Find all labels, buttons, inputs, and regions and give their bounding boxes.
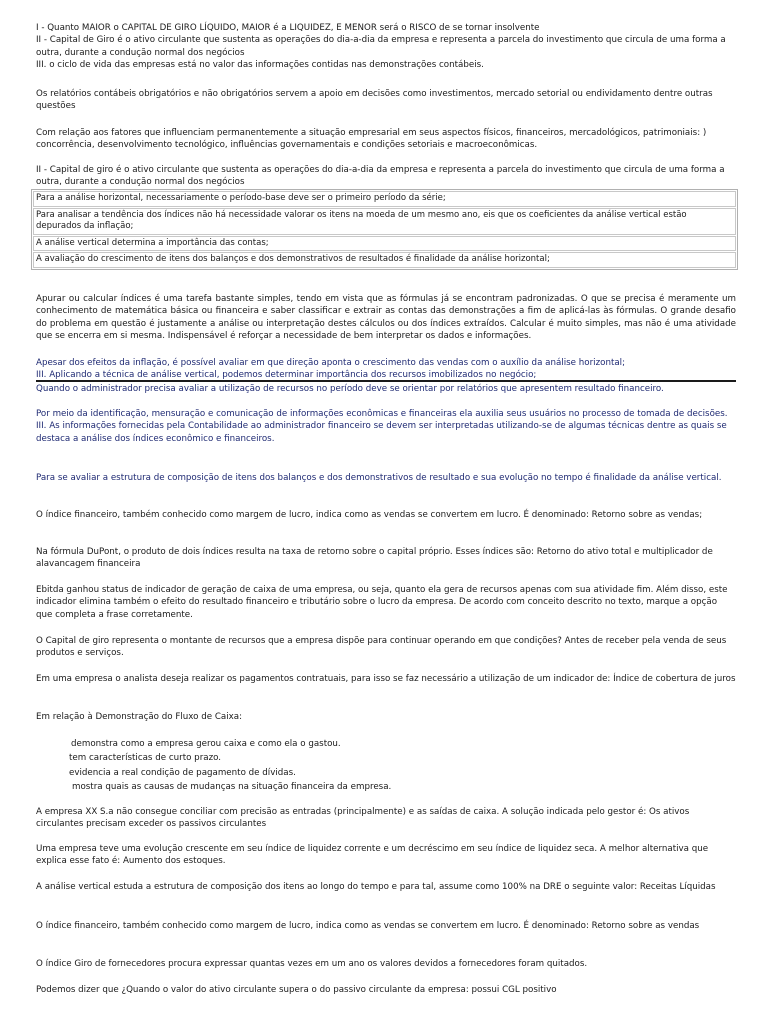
table-row: A análise vertical determina a importância das contas;: [33, 236, 736, 252]
table-row: Para analisar a tendência dos índices não há necessidade valorar os itens na moeda de um mesmo ano, eis que os coeficientes da análise vertical estão depurados da inflação;: [33, 208, 736, 235]
question-10: O índice financeiro, também conhecido como margem de lucro, indica como as vendas se convertem em lucro. É denominado: Retorno sobre as vendas: [36, 921, 700, 931]
table-row: Para a análise horizontal, necessariamente o período-base deve ser o primeiro período da série;: [33, 191, 736, 207]
intro-block: [36, 22, 736, 72]
table-row: A avaliação do crescimento de itens dos balanços e dos demonstrativos de resultados é finalidade da análise horizontal;: [33, 252, 736, 268]
question-2: Na fórmula DuPont, o produto de dois índices resulta na taxa de retorno sobre o capital próprio. Esses índices são: Retorno do ativo total e multiplicador de alavancagem financeira: [36, 547, 713, 570]
paragraph-indices: Apurar ou calcular índices é uma tarefa bastante simples, tendo em vista que as fórmulas já se encontram padronizadas. O que se precisa é meramente um conhecimento de matemática básica ou financeira e saber classificar e extrair as contas das demonstrações a fim de aplicá-las às fórmulas. O grande desafio do problema em questão é justamente a análise ou interpretação destes cálculos ou dos índices extraídos. Calcular é muito simples, mas não é uma atividade que se encerra em si mesma. Indispensável é reforçar a necessidade de bem interpretar os dados e informações.: [36, 294, 736, 342]
question-9: A análise vertical estuda a estrutura de composição dos itens ao longo do tempo e para tal, assume como 100% na DRE o seguinte valor: Receitas Líquidas: [36, 882, 716, 892]
blue-block-2: [36, 408, 736, 445]
list-item: demonstra como a empresa gerou caixa e como ela o gastou.: [71, 739, 341, 749]
question-3: Ebitda ganhou status de indicador de geração de caixa de uma empresa, ou seja, quanto ela gera de recursos apenas com sua atividade fim. Além disso, este indicador elimina também o efeito do resultado financeiro e tributário sobre o lucro da empresa. De acordo com conceito descrito no texto, marque a opção que completa a frase corretamente.: [36, 585, 728, 620]
question-4: O Capital de giro representa o montante de recursos que a empresa dispõe para continuar operando em que condições? Antes de receber pela venda de seus produtos e serviços.: [36, 636, 727, 659]
paragraph-fatores: Com relação aos fatores que influenciam permanentemente a situação empresarial em seus aspectos físicos, financeiros, mercadológicos, patrimoniais: ) concorrência, desenvolvimento tecnológico, influências governamentais e condições setoriais e macroeconômicas.: [36, 128, 707, 151]
question-5: Em uma empresa o analista deseja realizar os pagamentos contratuais, para isso se faz necessário a utilização de um indicador de: Índice de cobertura de juros: [36, 674, 736, 684]
question-1: O índice financeiro, também conhecido como margem de lucro, indica como as vendas se convertem em lucro. É denominado: Retorno sobre as vendas;: [36, 510, 703, 520]
question-6: Em relação à Demonstração do Fluxo de Caixa:: [36, 712, 243, 722]
intro-line-2: II - Capital de Giro é o ativo circulante que sustenta as operações do dia-a-dia da empresa e representa a parcela do investimento que circula de uma forma a outra, durante a condução normal dos negócios: [36, 35, 726, 58]
question-7: A empresa XX S.a não consegue conciliar com precisão as entradas (principalmente) e as saídas de caixa. A solução indicada pelo gestor é: Os ativos circulantes precisam exceder os passivos circulantes: [36, 807, 690, 830]
blue-line-5: III. As informações fornecidas pela Contabilidade ao administrador financeiro se devem ser interpretadas utilizando-se de algumas técnicas dentre as quais se destaca a análise dos índices econômico e financeiros.: [36, 421, 727, 444]
blue-block-1: [36, 357, 736, 382]
list-item: mostra quais as causas de mudanças na situação financeira da empresa.: [72, 782, 392, 792]
blue-line-4: Por meio da identificação, mensuração e comunicação de informações econômicas e financeiras ela auxilia seus usuários no processo de tomada de decisões.: [36, 409, 728, 419]
divider: [36, 380, 736, 382]
paragraph-capital-giro: II - Capital de giro é o ativo circulante que sustenta as operações do dia-a-dia da empresa e representa a parcela do investimento que circula de uma forma a outra, durante a condução normal dos negócios: [36, 165, 725, 188]
list-item: tem características de curto prazo.: [69, 753, 222, 763]
blue-line-2: III. Aplicando a técnica de análise vertical, podemos determinar importância dos recursos imobilizados no negócio;: [36, 370, 537, 381]
question-8: Uma empresa teve uma evolução crescente em seu índice de liquidez corrente e um decréscimo em seu índice de liquidez seca. A melhor alternativa que explica esse fato é: Aumento dos estoques.: [36, 844, 709, 867]
question-12: Podemos dizer que ¿Quando o valor do ativo circulante supera o do passivo circulante da empresa: possui CGL positivo: [36, 985, 557, 995]
answers-table: [31, 189, 738, 270]
list-item: evidencia a real condição de pagamento de dívidas.: [69, 768, 296, 778]
blue-line-6: Para se avaliar a estrutura de composição de itens dos balanços e dos demonstrativos de resultado e sua evolução no tempo é finalidade da análise vertical.: [36, 473, 722, 483]
question-11: O índice Giro de fornecedores procura expressar quantas vezes em um ano os valores devidos a fornecedores foram quitados.: [36, 959, 588, 969]
paragraph-relatorios: Os relatórios contábeis obrigatórios e não obrigatórios servem a apoio em decisões como investimentos, mercado setorial ou endividamento dentre outras questões: [36, 89, 713, 112]
intro-line-1: I - Quanto MAIOR o CAPITAL DE GIRO LÍQUIDO, MAIOR é a LIQUIDEZ, E MENOR será o RISCO de se tornar insolvente: [36, 23, 540, 33]
blue-line-3: Quando o administrador precisa avaliar a utilização de recursos no período deve se orientar por relatórios que apresentem resultado financeiro.: [36, 384, 664, 394]
blue-line-1: Apesar dos efeitos da inflação, é possível avaliar em que direção aponta o crescimento das vendas com o auxílio da análise horizontal;: [36, 358, 626, 368]
intro-line-3: III. o ciclo de vida das empresas está no valor das informações contidas nas demonstrações contábeis.: [36, 60, 484, 71]
